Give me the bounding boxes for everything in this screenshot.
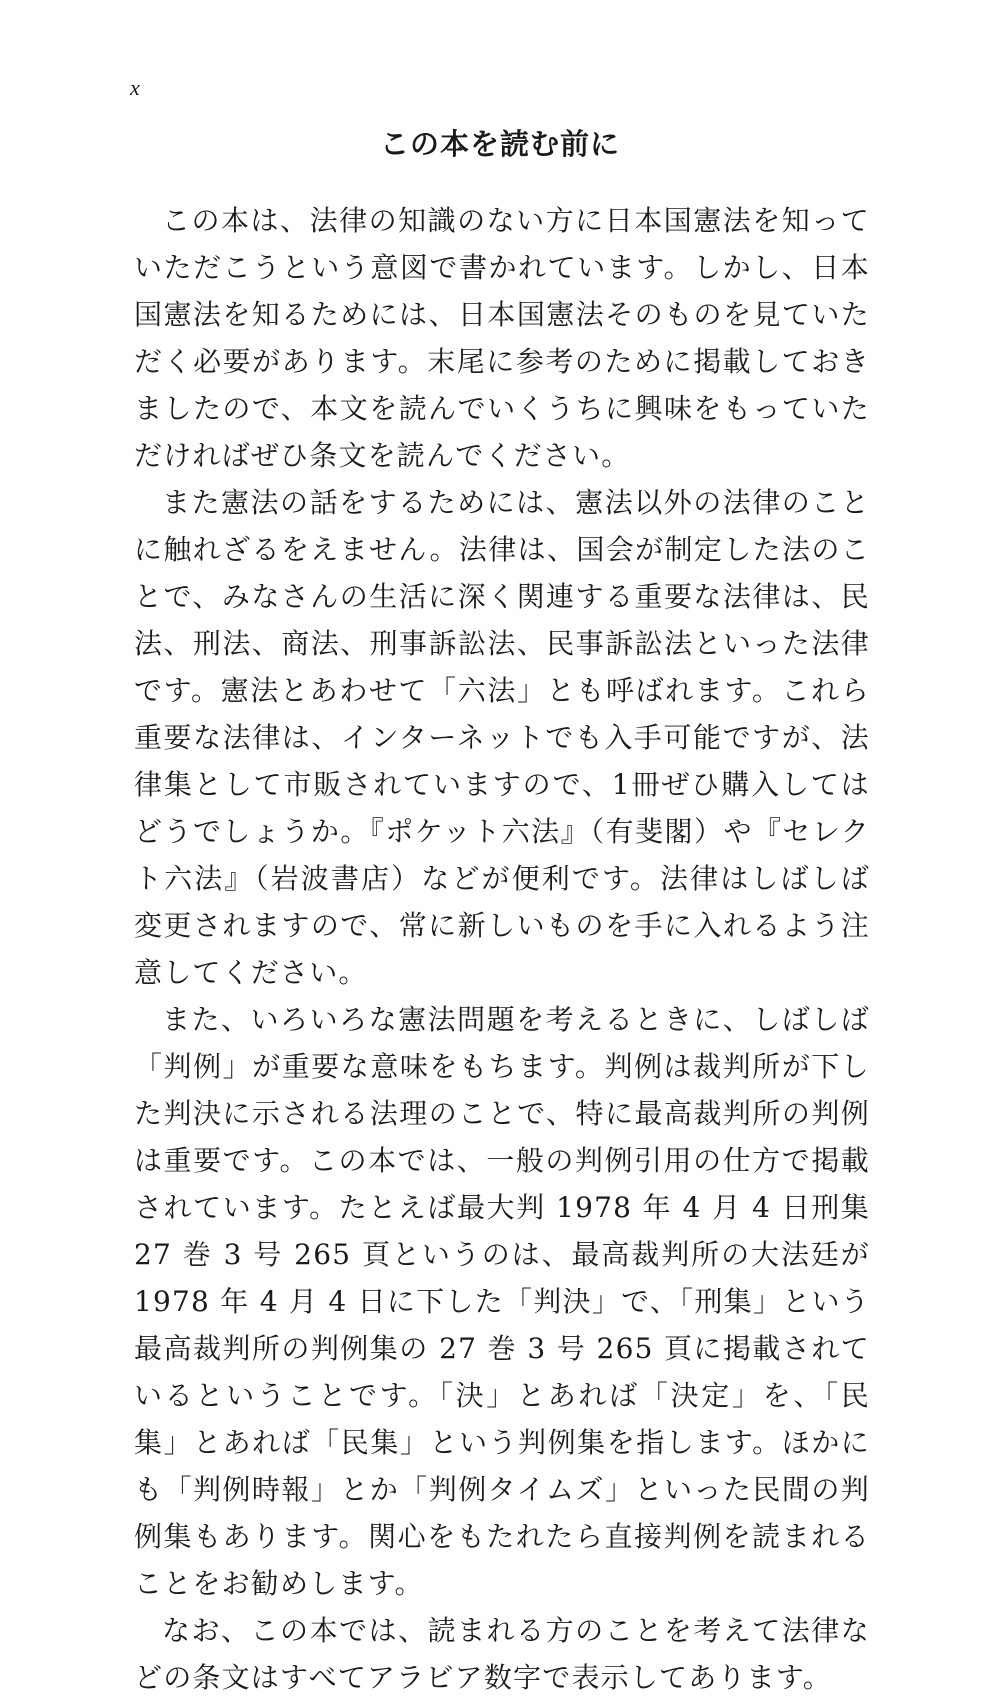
- paragraph: なお、この本では、読まれる方のことを考えて法律などの条文はすべてアラビア数字で表示してあります。: [134, 1614, 870, 1694]
- paragraph: この本は、法律の知識のない方に日本国憲法を知っていただこうという意図で書かれています。しかし、日本国憲法を知るためには、日本国憲法そのものを見ていただく必要があります。末尾に参考のために掲載しておきましたので、本文を読んでいくうちに興味をもっていただければぜひ条文を読んでください。: [134, 204, 870, 472]
- page-title: この本を読む前に: [379, 127, 620, 161]
- paragraph: また憲法の話をするためには、憲法以外の法律のことに触れざるをえません。法律は、国会が制定した法のことで、みなさんの生活に深く関連する重要な法律は、民法、刑法、商法、刑事訴訟法、民事訴訟法といった法律です。憲法とあわせて「六法」とも呼ばれます。これら重要な法律は、インターネットでも入手可能ですが、法律集として市販されていますので、1冊ぜひ購入してはどうでしょうか。『ポケット六法』（有斐閣）や『セレクト六法』（岩波書店）などが便利です。法律はしばしば変更されますので、常に新しいものを手に入れるよう注意してください。: [134, 486, 870, 989]
- paragraph: また、いろいろな憲法問題を考えるときに、しばしば「判例」が重要な意味をもちます。判例は裁判所が下した判決に示される法理のことで、特に最高裁判所の判例は重要です。この本では、一般の判例引用の仕方で掲載されています。たとえば最大判 1978 年 4 月 4 日刑集 27 巻 3 号 265 頁というのは、最高裁判所の大法廷が 1978 年 4 月 4 日に下した「判決」で、「刑集」という最高裁判所の判例集の 27 巻 3 号 265 頁に掲載されているということです。「決」とあれば「決定」を、「民集」とあれば「民集」という判例集を指します。ほかにも「判例時報」とか「判例タイムズ」といった民間の判例集もあります。関心をもたれたら直接判例を読まれることをお勧めします。: [134, 1003, 870, 1600]
- page-number: x: [130, 75, 140, 100]
- body-text: [134, 197, 870, 1701]
